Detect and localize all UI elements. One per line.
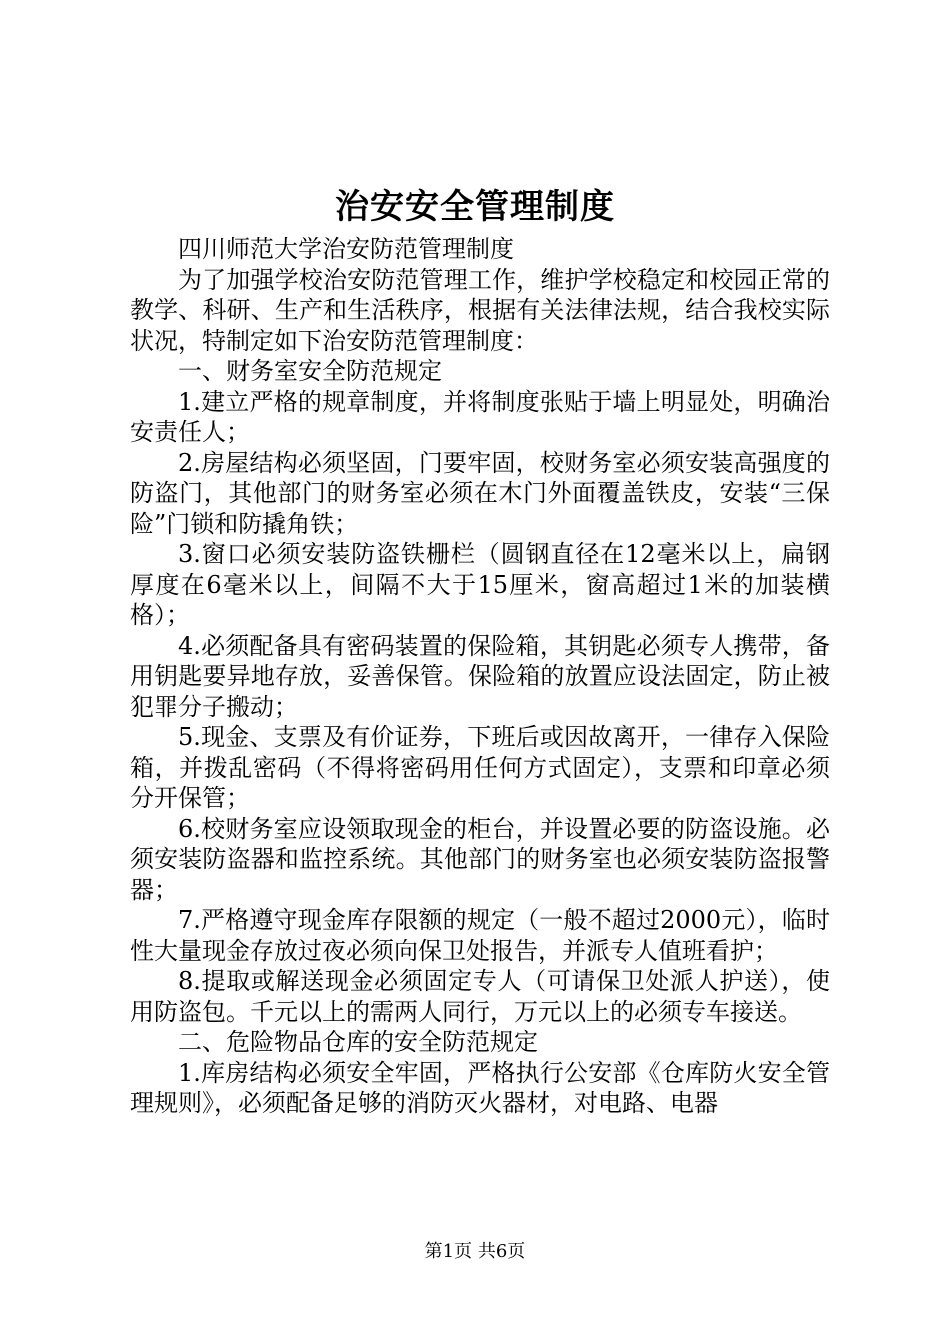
paragraph-finance-8: 8.提取或解送现金必须固定专人（可请保卫处派人护送），使用防盗包。千元以上的需两人同行，万元以上的必须专车接送。 — [130, 967, 830, 1026]
paragraph-finance-7: 7.严格遵守现金库存限额的规定（一般不超过2000元），临时性大量现金存放过夜必须向保卫处报告，并派专人值班看护； — [130, 906, 830, 965]
paragraph-hazard-1: 1.库房结构必须安全牢固，严格执行公安部《仓库防火安全管理规则》，必须配备足够的消防灭火器材，对电路、电器 — [130, 1058, 830, 1117]
document-body — [130, 234, 830, 1119]
paragraph-finance-4: 4.必须配备具有密码装置的保险箱，其钥匙必须专人携带，备用钥匙要异地存放，妥善保管。保险箱的放置应设法固定，防止被犯罪分子搬动； — [130, 631, 830, 721]
paragraph-finance-6: 6.校财务室应设领取现金的柜台，并设置必要的防盗设施。必须安装防盗器和监控系统。其他部门的财务室也必须安装防盗报警器； — [130, 814, 830, 904]
document-title: 治安安全管理制度 — [335, 187, 615, 227]
page-footer: 第1页 共6页 — [424, 1241, 526, 1262]
section-heading-hazard-storage: 二、危险物品仓库的安全防范规定 — [178, 1028, 538, 1056]
paragraph-intro: 为了加强学校治安防范管理工作，维护学校稳定和校园正常的教学、科研、生产和生活秩序，根据有关法律法规，结合我校实际状况，特制定如下治安防范管理制度： — [130, 265, 830, 355]
paragraph-subtitle: 四川师范大学治安防范管理制度 — [178, 235, 514, 263]
paragraph-finance-5: 5.现金、支票及有价证券，下班后或因故离开，一律存入保险箱，并拨乱密码（不得将密码用任何方式固定），支票和印章必须分开保管； — [130, 723, 830, 812]
paragraph-finance-1: 1.建立严格的规章制度，并将制度张贴于墙上明显处，明确治安责任人； — [130, 387, 830, 446]
paragraph-finance-3: 3.窗口必须安装防盗铁栅栏（圆钢直径在12毫米以上，扁钢厚度在6毫米以上，间隔不大于15厘米，窗高超过1米的加装横格）； — [130, 540, 830, 629]
section-heading-finance: 一、财务室安全防范规定 — [178, 357, 442, 385]
paragraph-finance-2: 2.房屋结构必须坚固，门要牢固，校财务室必须安装高强度的防盗门，其他部门的财务室必须在木门外面覆盖铁皮，安装“三保险”门锁和防撬角铁； — [130, 448, 830, 538]
